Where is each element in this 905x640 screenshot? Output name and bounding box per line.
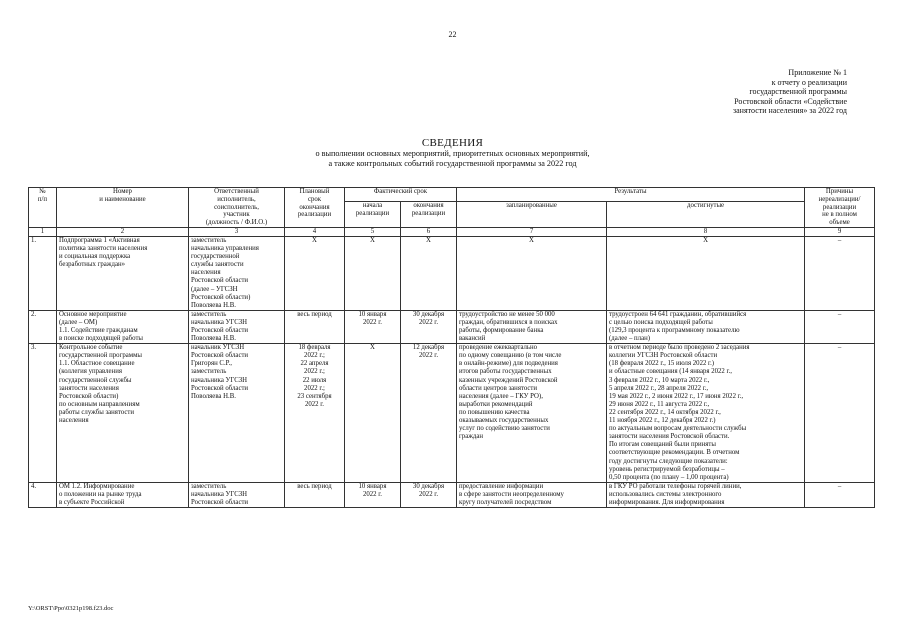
row-planned-result: Х (457, 236, 607, 310)
title-block (0, 137, 905, 169)
column-number: 9 (805, 227, 875, 236)
row-name: Основное мероприятие (далее – ОМ) 1.1. Содействие гражданам в поиске подходящей работы (57, 310, 189, 343)
table-row (29, 482, 875, 507)
header-results-planned: запланированные (457, 201, 607, 227)
row-number: 3. (29, 344, 57, 483)
row-actual-start: 10 января 2022 г. (345, 310, 401, 343)
row-actual-end: 30 декабря 2022 г. (401, 482, 457, 507)
row-planned-term: весь период (285, 310, 345, 343)
page-number: 22 (448, 30, 457, 39)
row-reason: – (805, 482, 875, 507)
appendix-line: Ростовской области «Содействие (734, 96, 847, 106)
row-planned-result: проведение ежеквартально по одному совещанию (в том числе в онлайн-режиме) для подведения итогов работы государственных казенных учреждений Ростовской области центров занятости населения (далее – ГКУ РО), выработки рекомендаций по повышению качества оказываемых государственных услуг по содействию занятости граждан (457, 344, 607, 483)
row-reason: – (805, 344, 875, 483)
row-name: Контрольное событие государственной программы 1.1. Областное совещание (коллегия управления государственной службы занятости населения Ростовской области) по основным направлениям работы службы занятости населения (57, 344, 189, 483)
row-planned-result: предоставление информации в сфере занятости неопределенному кругу получателей посредством (457, 482, 607, 507)
row-name: ОМ 1.2. Информирование о положении на рынке труда в субъекте Российской (57, 482, 189, 507)
table-row (29, 236, 875, 310)
table-row (29, 344, 875, 483)
column-number: 6 (401, 227, 457, 236)
appendix-line: к отчету о реализации (771, 77, 847, 87)
row-reason: – (805, 310, 875, 343)
column-number: 7 (457, 227, 607, 236)
row-responsible: заместитель начальника УГСЗН Ростовской области (189, 482, 285, 507)
row-actual-start: Х (345, 344, 401, 483)
row-responsible: начальник УГСЗН Ростовской области Григорян С.Р., заместитель начальника УГСЗН Ростовской области Поволяева Н.В. (189, 344, 285, 483)
row-actual-start: 10 января 2022 г. (345, 482, 401, 507)
header-planned-term: Плановый срок окончания реализации (285, 188, 345, 228)
row-actual-end: Х (401, 236, 457, 310)
column-number: 4 (285, 227, 345, 236)
row-responsible: заместитель начальника УГСЗН Ростовской области Поволяева Н.В. (189, 310, 285, 343)
document-subtitle-line-2: а также контрольных событий государственной программы за 2022 год (328, 158, 577, 168)
row-number: 2. (29, 310, 57, 343)
header-actual-end: окончания реализации (401, 201, 457, 227)
row-achieved-result: в отчетном периоде было проведено 2 заседания коллегии УГСЗН Ростовской области (18 февраля 2022 г., 15 июля 2022 г.) и областные совещания (14 января 2022 г., 3 февраля 2022 г., 10 марта 2022 г., 5 апреля 2022 г., 28 апреля 2022 г., 19 мая 2022 г., 2 июня 2022 г., 17 июня 2022 г., 29 июня 2022 г., 11 августа 2022 г., 22 сентября 2022 г., 14 октября 2022 г., 11 ноября 2022 г., 12 декабря 2022 г.) по актуальным вопросам деятельности службы занятости населения Ростовской области. По итогам совещаний были приняты соответствующие рекомендации. В отчетном году достигнуты следующие показатели: уровень регистрируемой безработицы – 0,50 процента (по плану – 1,00 процента) (607, 344, 805, 483)
column-number: 2 (57, 227, 189, 236)
row-actual-end: 30 декабря 2022 г. (401, 310, 457, 343)
table-row (29, 310, 875, 343)
header-results: Результаты (457, 188, 805, 202)
header-name: Номер и наименование (57, 188, 189, 228)
header-results-achieved: достигнутые (607, 201, 805, 227)
document-subtitle-line-1: о выполнении основных мероприятий, приоритетных основных мероприятий, (315, 149, 590, 158)
row-number: 4. (29, 482, 57, 507)
file-path-footer: Y:\ORST\Ppo\0321p198.f23.doc (28, 605, 114, 612)
row-achieved-result: Х (607, 236, 805, 310)
appendix-line: занятости населения» за 2022 год (732, 106, 847, 115)
row-planned-term: 18 февраля 2022 г.; 22 апреля 2022 г.; 22 июля 2022 г.; 23 сентября 2022 г. (285, 344, 345, 483)
row-planned-term: Х (285, 236, 345, 310)
row-achieved-result: в ГКУ РО работали телефоны горячей линии, использовались системы электронного информирования. Для информирования (607, 482, 805, 507)
header-responsible: Ответственный исполнитель, соисполнитель, участник (должность / Ф.И.О.) (189, 188, 285, 228)
column-number: 5 (345, 227, 401, 236)
report-table (28, 187, 875, 508)
header-actual-start: начала реализации (345, 201, 401, 227)
column-number: 8 (607, 227, 805, 236)
appendix-note (647, 68, 847, 116)
column-number: 3 (189, 227, 285, 236)
row-reason: – (805, 236, 875, 310)
header-num: № п/п (29, 188, 57, 228)
row-name: Подпрограмма 1 «Активная политика занятости населения и социальная поддержка безработных граждан» (57, 236, 189, 310)
header-reasons: Причины нереализации/ реализации не в полном объеме (805, 188, 875, 228)
row-responsible: заместитель начальника управления государственной службы занятости населения Ростовской области (далее – УГСЗН Ростовской области) Поволяева Н.В. (189, 236, 285, 310)
column-number-row (29, 227, 875, 236)
document-title: СВЕДЕНИЯ (421, 137, 484, 149)
row-planned-result: трудоустройство не менее 50 000 граждан, обратившихся в поисках работы, формирование банка вакансий (457, 310, 607, 343)
row-number: 1. (29, 236, 57, 310)
appendix-line: Приложение № 1 (788, 68, 847, 77)
header-actual-term: Фактический срок (345, 188, 457, 202)
column-number: 1 (29, 227, 57, 236)
row-achieved-result: трудоустроен 64 641 гражданин, обратившийся с целью поиска подходящей работы (129,3 процента к программному показателю (далее – план) (607, 310, 805, 343)
row-actual-start: Х (345, 236, 401, 310)
appendix-line: государственной программы (749, 87, 847, 96)
row-planned-term: весь период (285, 482, 345, 507)
row-actual-end: 12 декабря 2022 г. (401, 344, 457, 483)
